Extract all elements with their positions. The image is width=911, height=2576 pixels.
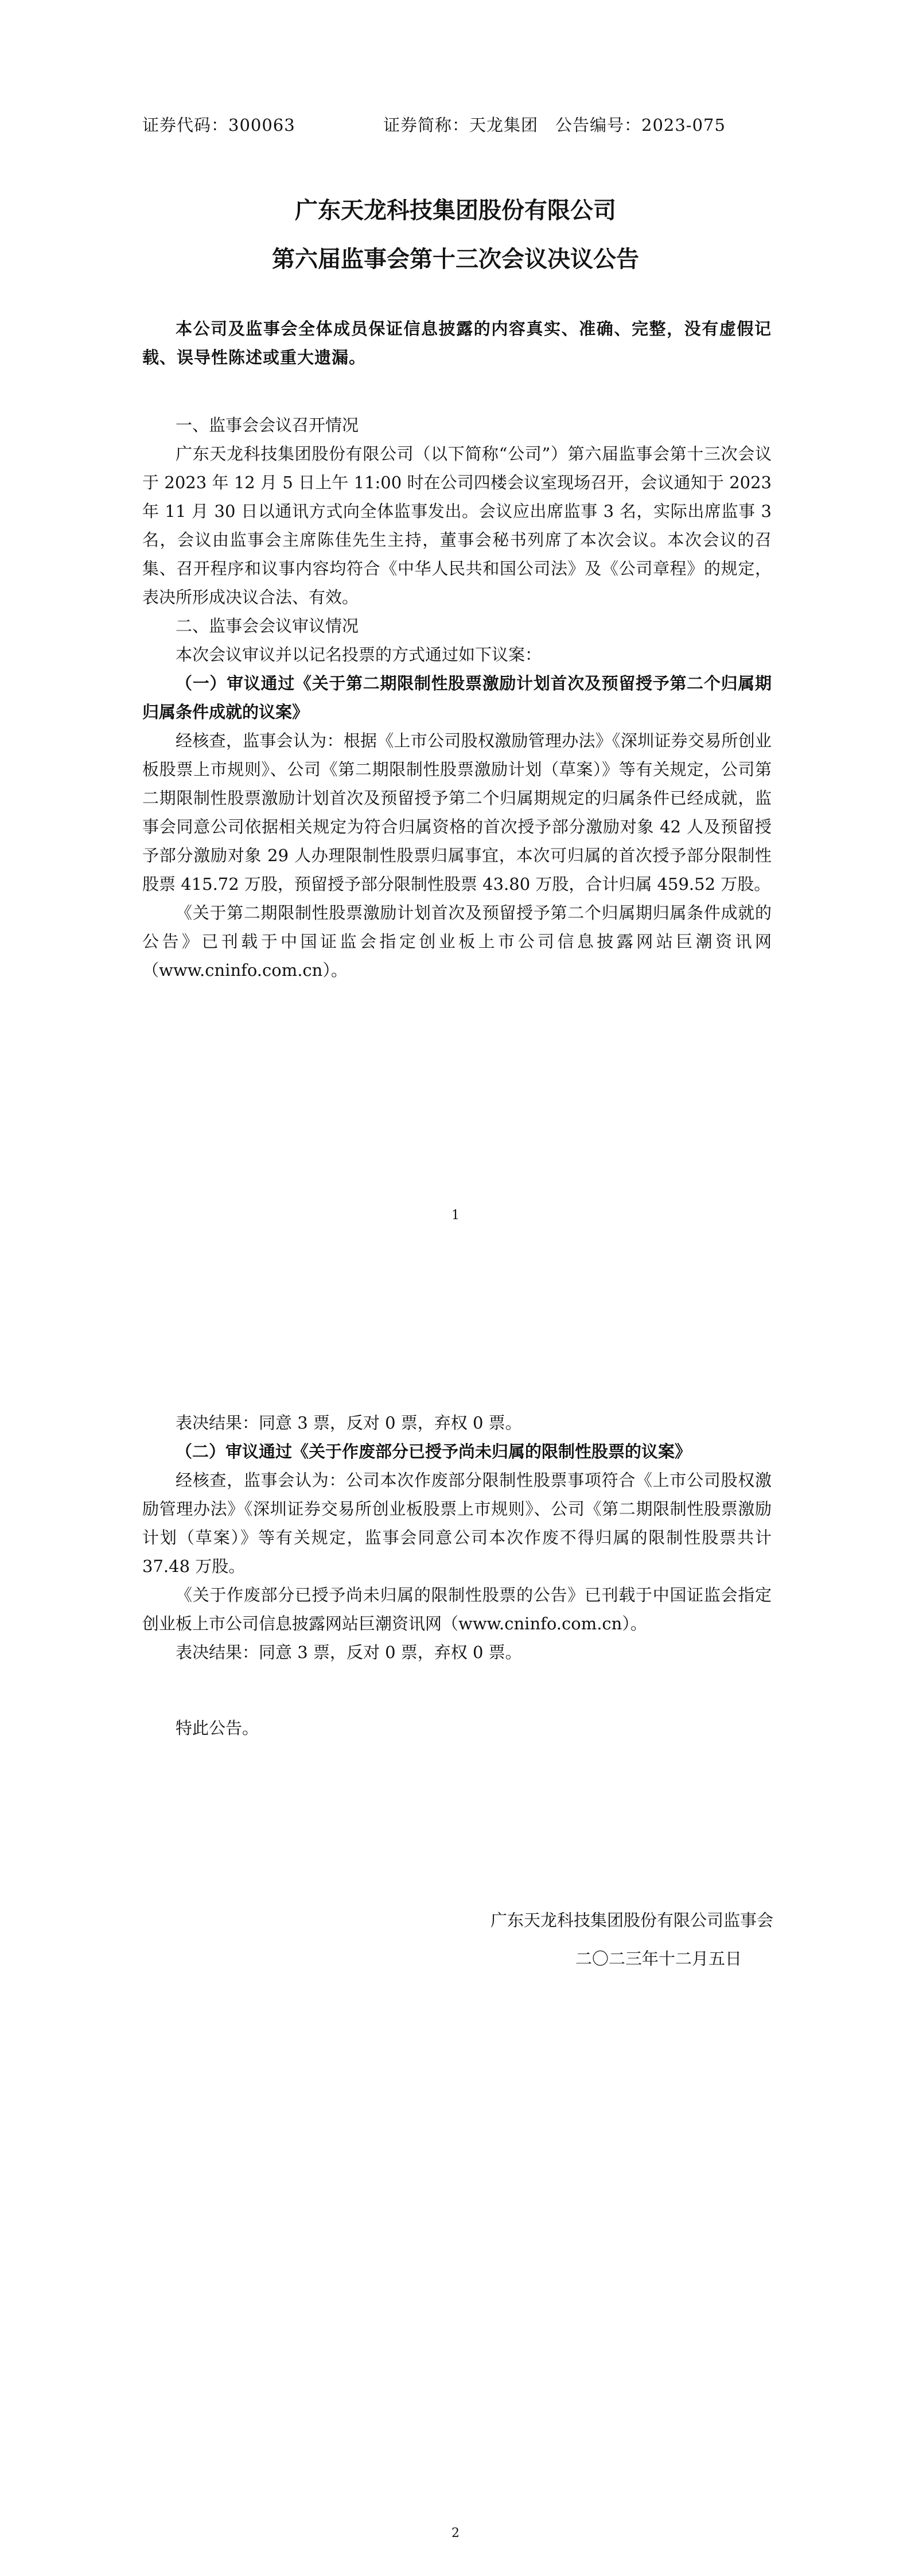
motion-2-title: （二）审议通过《关于作废部分已授予尚未归属的限制性股票的议案》 [176, 1442, 692, 1461]
page-2-body [142, 1408, 772, 1742]
stock-abbreviation: 证券简称：天龙集团 [383, 115, 539, 135]
document-title-meeting: 第六届监事会第十三次会议决议公告 [272, 246, 639, 273]
section-2-heading: 二、监事会会议审议情况 [176, 616, 359, 636]
page-1-body [142, 314, 772, 985]
signature-organization: 广东天龙科技集团股份有限公司监事会 [490, 1910, 773, 1930]
motion-1-vote: 表决结果：同意 3 票，反对 0 票，弃权 0 票。 [176, 1413, 522, 1433]
document-header [142, 112, 773, 141]
page-number: 2 [451, 2526, 460, 2540]
document-page-1 [0, 0, 911, 1262]
motion-2-publication: 《关于作废部分已授予尚未归属的限制性股票的公告》已刊载于中国证监会指定创业板上市公司信息披露网站巨潮资讯网（www.cninfo.com.cn）。 [142, 1585, 772, 1633]
motion-1-publication: 《关于第二期限制性股票激励计划首次及预留授予第二个归属期归属条件成就的公告》已刊载于中国证监会指定创业板上市公司信息披露网站巨潮资讯网（www.cninfo.com.cn）。 [142, 903, 772, 980]
section-1-body: 广东天龙科技集团股份有限公司（以下简称“公司”）第六届监事会第十三次会议于 2023 年 12 月 5 日上午 11:00 时在公司四楼会议室现场召开，会议通知于 2023 年 11 月 30 日以通讯方式向全体监事发出。会议应出席监事 3 名，实际出席监事 3 名，会议由监事会主席陈佳先生主持，董事会秘书列席了本次会议。本次会议的召集、召开程序和议事内容均符合《中华人民共和国公司法》及《公司章程》的规定，表决所形成决议合法、有效。 [142, 444, 772, 607]
section-1-heading: 一、监事会会议召开情况 [176, 415, 359, 435]
document-title-company: 广东天龙科技集团股份有限公司 [295, 197, 616, 224]
motion-1-review: 经核查，监事会认为：根据《上市公司股权激励管理办法》《深圳证券交易所创业板股票上市规则》、公司《第二期限制性股票激励计划（草案）》等有关规定，公司第二期限制性股票激励计划首次及预留授予第二个归属期规定的归属条件已经成就，监事会同意公司依据相关规定为符合归属资格的首次授予部分激励对象 42 人及预留授予部分激励对象 29 人办理限制性股票归属事宜，本次可归属的首次授予部分限制性股票 415.72 万股，预留授予部分限制性股票 43.80 万股，合计归属 459.52 万股。 [142, 731, 772, 894]
disclaimer-notice: 本公司及监事会全体成员保证信息披露的内容真实、准确、完整，没有虚假记载、误导性陈述或重大遗漏。 [142, 319, 772, 367]
motion-2-vote: 表决结果：同意 3 票，反对 0 票，弃权 0 票。 [176, 1643, 522, 1662]
motion-2-review: 经核查，监事会认为：公司本次作废部分限制性股票事项符合《上市公司股权激励管理办法》《深圳证券交易所创业板股票上市规则》、公司《第二期限制性股票激励计划（草案）》等有关规定，监事会同意公司本次作废不得归属的限制性股票共计 37.48 万股。 [142, 1470, 772, 1576]
stock-code: 证券代码：300063 [142, 115, 295, 135]
closing-statement: 特此公告。 [176, 1718, 259, 1738]
page-number: 1 [451, 1208, 460, 1223]
section-2-intro: 本次会议审议并以记名投票的方式通过如下议案： [176, 645, 542, 664]
announcement-number: 公告编号：2023-075 [555, 115, 726, 135]
motion-1-title: （一）审议通过《关于第二期限制性股票激励计划首次及预留授予第二个归属期归属条件成就的议案》 [142, 674, 772, 722]
signature-date: 二〇二三年十二月五日 [575, 1949, 742, 1968]
